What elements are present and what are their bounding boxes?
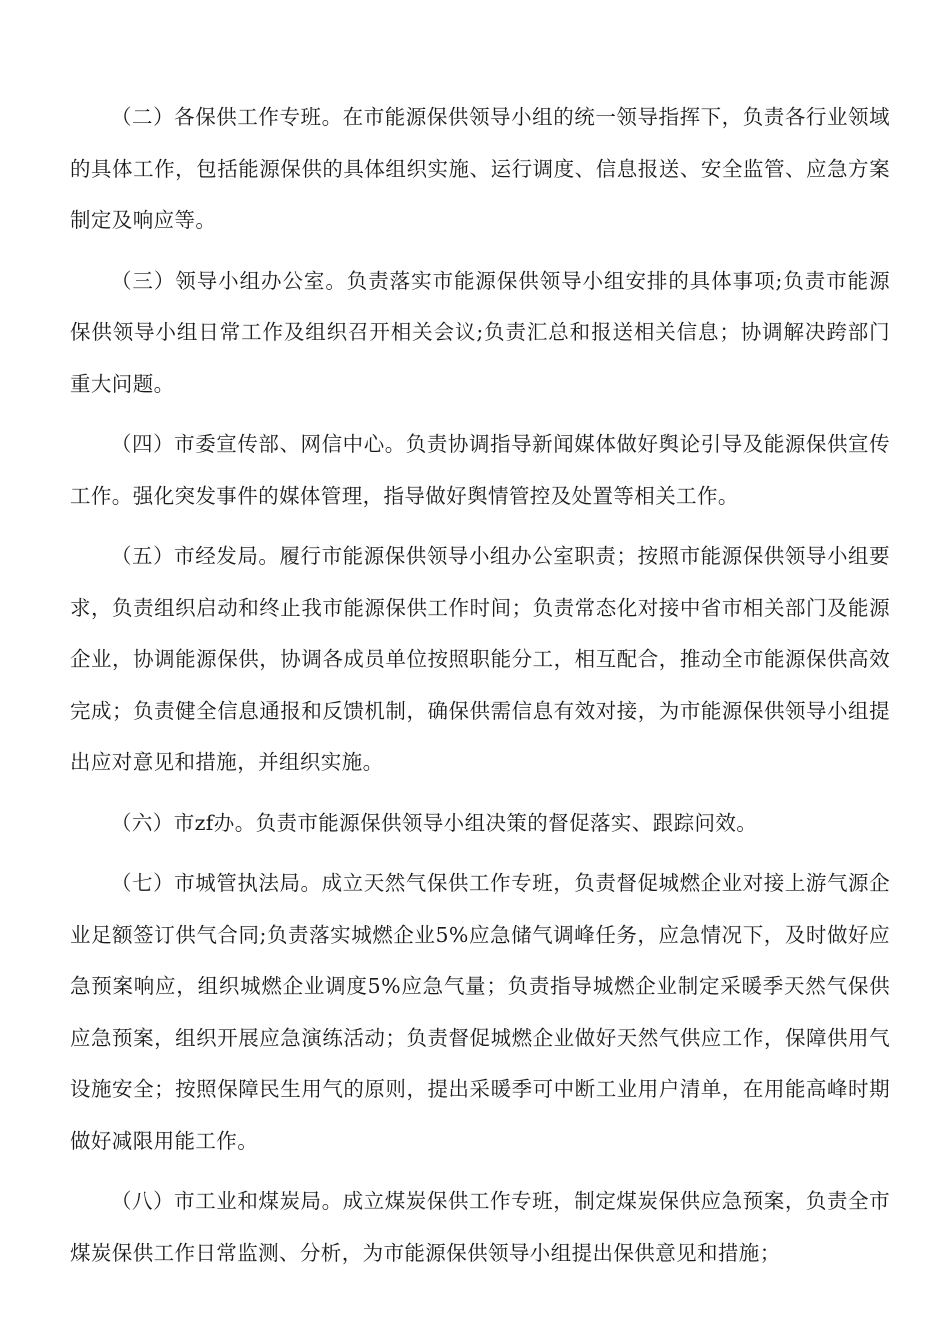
paragraph-7: （七）市城管执法局。成立天然气保供工作专班，负责督促城燃企业对接上游气源企业足额签订供气合同;负责落实城燃企业5%应急储气调峰任务，应急情况下，及时做好应急预案响应，组织城燃企业调度5%应急气量；负责指导城燃企业制定采暖季天然气保供应急预案，组织开展应急演练活动；负责督促城燃企业做好天然气供应工作，保障供用气设施安全；按照保障民生用气的原则，提出采暖季可中断工业用户清单，在用能高峰时期做好减限用能工作。 <box>70 871 890 1153</box>
document-body <box>70 92 890 1288</box>
paragraph-8: （八）市工业和煤炭局。成立煤炭保供工作专班，制定煤炭保供应急预案，负责全市煤炭保供工作日常监测、分析，为市能源保供领导小组提出保供意见和措施； <box>70 1189 890 1265</box>
paragraph-4: （四）市委宣传部、网信中心。负责协调指导新闻媒体做好舆论引导及能源保供宣传工作。强化突发事件的媒体管理，指导做好舆情管控及处置等相关工作。 <box>70 432 890 508</box>
paragraph-2: （二）各保供工作专班。在市能源保供领导小组的统一领导指挥下，负责各行业领域的具体工作，包括能源保供的具体组织实施、运行调度、信息报送、安全监管、应急方案制定及响应等。 <box>70 105 890 232</box>
paragraph-3: （三）领导小组办公室。负责落实市能源保供领导小组安排的具体事项;负责市能源保供领导小组日常工作及组织召开相关会议;负责汇总和报送相关信息；协调解决跨部门重大问题。 <box>70 268 890 396</box>
paragraph-6: （六）市zf办。负责市能源保供领导小组决策的督促落实、跟踪问效。 <box>111 810 758 835</box>
paragraph-5: （五）市经发局。履行市能源保供领导小组办公室职责；按照市能源保供领导小组要求，负责组织启动和终止我市能源保供工作时间；负责常态化对接中省市相关部门及能源企业，协调能源保供，协调各成员单位按照职能分工，相互配合，推动全市能源保供高效完成；负责健全信息通报和反馈机制，确保供需信息有效对接，为市能源保供领导小组提出应对意见和措施，并组织实施。 <box>70 544 890 774</box>
